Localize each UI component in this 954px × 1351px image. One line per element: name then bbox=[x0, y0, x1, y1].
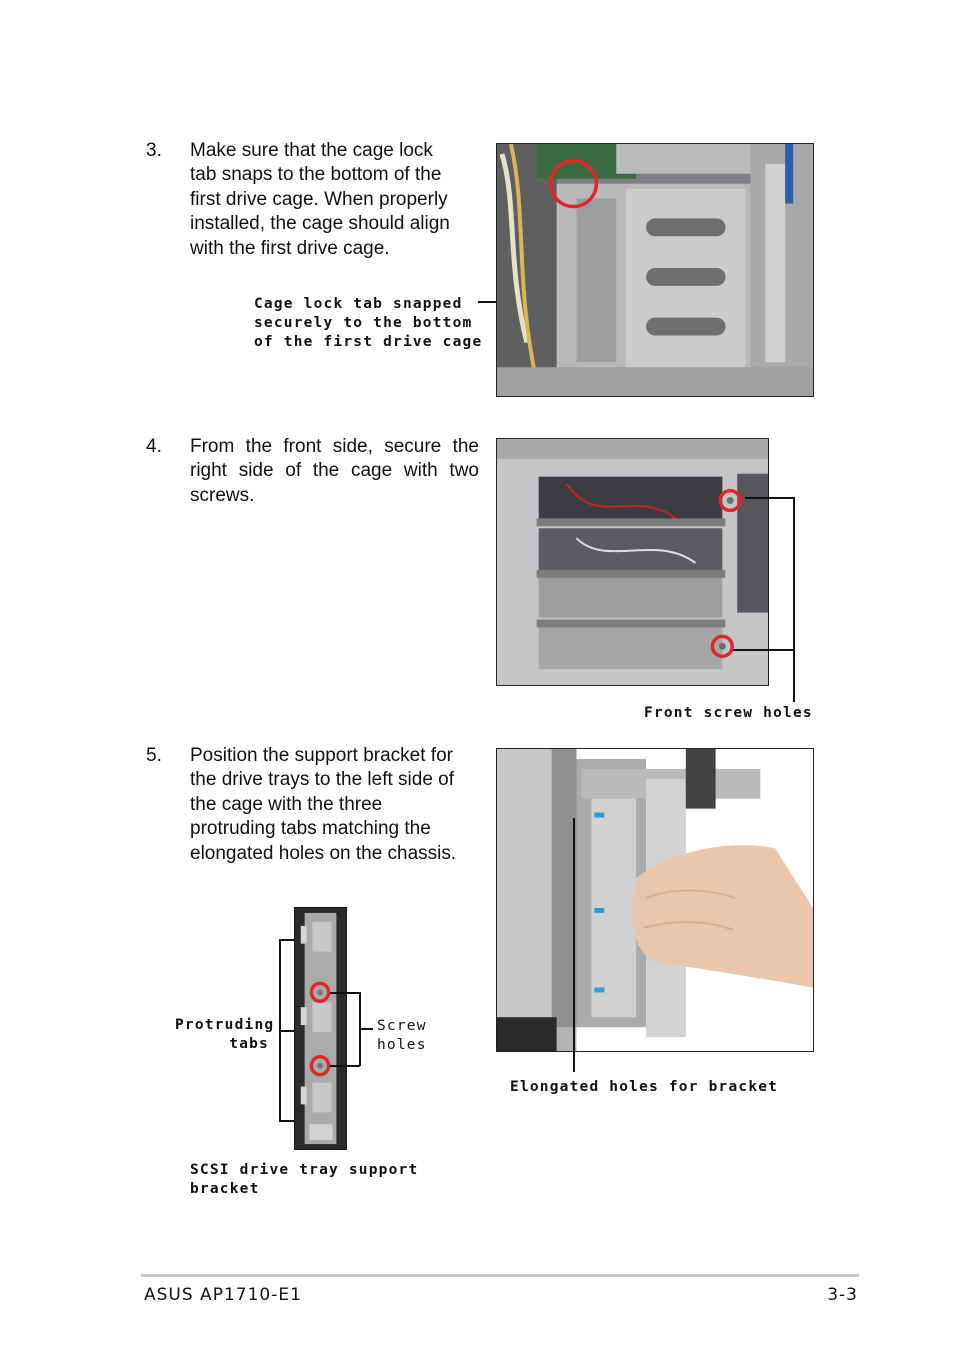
protruding-tabs-leader bbox=[279, 939, 295, 941]
step-4-line: From the front side, secure the bbox=[190, 436, 479, 457]
step-5-text bbox=[190, 744, 485, 866]
bracket-install-photo bbox=[496, 748, 814, 1052]
elongated-holes-callout: Elongated holes for bracket bbox=[510, 1079, 779, 1095]
screw-holes-leader bbox=[359, 1028, 373, 1030]
front-cage-photo bbox=[496, 438, 769, 686]
step-3-text bbox=[190, 139, 480, 261]
cage-lock-callout bbox=[254, 295, 482, 352]
screw-holes-line: Screw bbox=[377, 1018, 427, 1034]
bracket-name-callout bbox=[190, 1161, 418, 1199]
step-4-number: 4. bbox=[146, 436, 162, 457]
support-bracket-illustration bbox=[295, 908, 346, 1149]
support-bracket-photo bbox=[294, 907, 347, 1150]
screw-holes-line: holes bbox=[377, 1037, 427, 1053]
drive-cage-illustration bbox=[497, 144, 813, 396]
footer-rule bbox=[141, 1274, 859, 1277]
bracket-install-illustration bbox=[497, 749, 813, 1051]
step-3-number: 3. bbox=[146, 140, 162, 161]
step-5-line: the drive trays to the left side of bbox=[190, 769, 455, 791]
front-screw-leader bbox=[733, 649, 794, 651]
footer-page-number: 3-3 bbox=[827, 1285, 858, 1305]
protruding-tabs-leader bbox=[279, 1120, 295, 1122]
cage-lock-line: securely to the bottom bbox=[254, 315, 473, 331]
protruding-tabs-callout bbox=[175, 1016, 275, 1054]
step-3-line: tab snaps to the bottom of the bbox=[190, 164, 442, 186]
protruding-tabs-leader bbox=[279, 1030, 295, 1032]
step-3-line: first drive cage. When properly bbox=[190, 188, 448, 210]
screw-holes-callout bbox=[377, 1017, 427, 1055]
cage-lock-line: Cage lock tab snapped bbox=[254, 296, 463, 312]
bracket-name-line: SCSI drive tray support bbox=[190, 1162, 419, 1178]
step-5-line: Position the support bracket for bbox=[190, 745, 453, 766]
step-4-text bbox=[190, 435, 479, 508]
bracket-name-line: bracket bbox=[190, 1181, 260, 1197]
screw-holes-leader bbox=[330, 1065, 360, 1067]
step-3-line: Make sure that the cage lock bbox=[190, 140, 433, 161]
step-5-line: the cage with the three bbox=[190, 793, 383, 815]
front-cage-illustration bbox=[497, 439, 768, 685]
drive-cage-photo bbox=[496, 143, 814, 397]
step-5-number: 5. bbox=[146, 745, 162, 766]
step-5-line: elongated holes on the chassis. bbox=[190, 842, 457, 864]
front-screw-holes-callout: Front screw holes bbox=[644, 705, 813, 721]
footer-product: ASUS AP1710-E1 bbox=[144, 1285, 302, 1305]
step-3-line: installed, the cage should align bbox=[190, 213, 450, 235]
step-3-line: with the first drive cage. bbox=[190, 237, 390, 259]
front-screw-leader bbox=[745, 497, 794, 499]
step-4-line: screws. bbox=[190, 484, 255, 506]
step-4-line: right side of the cage with two bbox=[190, 460, 479, 482]
step-5-line: protruding tabs matching the bbox=[190, 818, 431, 840]
front-screw-leader bbox=[793, 497, 795, 702]
protruding-tabs-line: Protruding bbox=[175, 1017, 275, 1033]
elongated-holes-leader bbox=[573, 818, 575, 1072]
screw-holes-leader bbox=[330, 992, 360, 994]
cage-lock-line: of the first drive cage bbox=[254, 334, 483, 350]
protruding-tabs-line: tabs bbox=[229, 1036, 269, 1052]
